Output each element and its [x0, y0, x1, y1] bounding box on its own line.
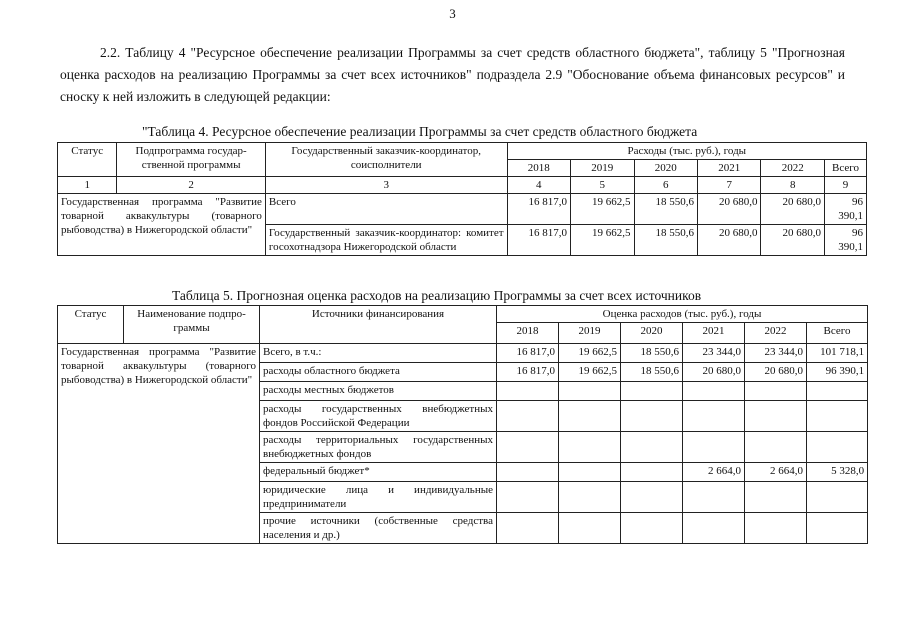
t5-row-label: расходы государственных внебюджетных фондов Российской Федерации: [260, 401, 497, 432]
table5-caption: Таблица 5. Прогнозная оценка расходов на реализацию Программы за счет всех источников: [172, 288, 702, 303]
t5-cell: 2 664,0: [745, 463, 807, 482]
t5-cell: [683, 401, 745, 432]
t5-cell: [807, 432, 868, 463]
t5-cell: [745, 401, 807, 432]
t5-cell: [497, 432, 559, 463]
t5-cell: [621, 463, 683, 482]
t5-cell: [497, 382, 559, 401]
t4-cell: 18 550,6: [634, 225, 697, 256]
t4-col-number: 4: [507, 177, 570, 194]
t5-cell: [683, 382, 745, 401]
t4-col-number: 1: [58, 177, 117, 194]
t5-cell: 23 344,0: [683, 344, 745, 363]
t5-cell: [745, 382, 807, 401]
t5-cell: 23 344,0: [745, 344, 807, 363]
t4-header-expenses: Расходы (тыс. руб.), годы: [507, 143, 866, 160]
t4-cell: 16 817,0: [507, 225, 570, 256]
t5-cell: 16 817,0: [497, 344, 559, 363]
t4-col-number: 3: [265, 177, 507, 194]
t5-cell: 18 550,6: [621, 344, 683, 363]
t5-cell: [683, 432, 745, 463]
t5-cell: [807, 401, 868, 432]
t4-row-label: Всего: [265, 194, 507, 225]
t5-cell: [621, 482, 683, 513]
t5-year: 2021: [683, 323, 745, 344]
t4-header-subprogram: Подпрограмма государ-ственной программы: [117, 143, 265, 177]
t5-row-label: федеральный бюджет*: [260, 463, 497, 482]
t5-row-label: Всего, в т.ч.:: [260, 344, 497, 363]
t4-program-name: Государственная программа "Развитие товарной аквакультуры (товарного рыбоводства) в Нижегородской области": [58, 194, 266, 256]
t4-cell: 19 662,5: [571, 225, 634, 256]
t5-cell: 19 662,5: [559, 363, 621, 382]
table-row: [58, 344, 868, 363]
t5-header-sources: Источники финансирования: [260, 306, 497, 344]
t5-year-total: Всего: [807, 323, 868, 344]
intro-text: 2.2. Таблицу 4 "Ресурсное обеспечение реализации Программы за счет средств областного бюджета", таблицу 5 "Прогнозная оценка расходов на реализацию Программы за счет всех источников" подраздела 2.9 "Обоснование объема финансовых ресурсов" и сноску к ней изложить в следующей редакции:: [60, 45, 845, 104]
t4-col-number: 6: [634, 177, 697, 194]
t4-header-status: Статус: [58, 143, 117, 177]
t5-program-name: Государственная программа "Развитие товарной аквакультуры (товарного рыбоводства) в Нижегородской области": [58, 344, 260, 544]
t5-cell: 5 328,0: [807, 463, 868, 482]
t5-row-label: расходы областного бюджета: [260, 363, 497, 382]
t5-cell: [497, 401, 559, 432]
table4: [57, 142, 867, 256]
t4-col-number: 5: [571, 177, 634, 194]
t5-cell: [497, 513, 559, 544]
t5-cell: [807, 482, 868, 513]
t4-header-customer: Государственный заказчик-координатор, соисполнители: [265, 143, 507, 177]
t5-cell: [745, 482, 807, 513]
t5-row-label: прочие источники (собственные средства населения и др.): [260, 513, 497, 544]
t5-cell: [745, 432, 807, 463]
page-number: 3: [449, 6, 456, 21]
t4-year: 2018: [507, 160, 570, 177]
t4-year: 2022: [761, 160, 824, 177]
t5-header-status: Статус: [58, 306, 124, 344]
t5-cell: [559, 401, 621, 432]
t5-cell: [559, 482, 621, 513]
t5-cell: [621, 513, 683, 544]
t5-cell: 16 817,0: [497, 363, 559, 382]
t5-row-label: юридические лица и индивидуальные предприниматели: [260, 482, 497, 513]
t5-cell: [621, 401, 683, 432]
t5-cell: 18 550,6: [621, 363, 683, 382]
t4-cell: 20 680,0: [698, 194, 761, 225]
t5-year: 2019: [559, 323, 621, 344]
t5-cell: [559, 463, 621, 482]
t5-cell: [683, 482, 745, 513]
t5-cell: 20 680,0: [683, 363, 745, 382]
t5-cell: [807, 513, 868, 544]
t4-cell: 20 680,0: [698, 225, 761, 256]
t5-header-subprogram: Наименование подпро-граммы: [124, 306, 260, 344]
t5-cell: [559, 513, 621, 544]
table-row: [58, 194, 867, 225]
t4-year-total: Всего: [824, 160, 866, 177]
t4-cell: 96 390,1: [824, 194, 866, 225]
t5-cell: [621, 432, 683, 463]
t4-year: 2021: [698, 160, 761, 177]
t5-cell: [559, 432, 621, 463]
t5-row-label: расходы местных бюджетов: [260, 382, 497, 401]
t5-cell: [497, 463, 559, 482]
t5-cell: [559, 382, 621, 401]
t4-col-number: 2: [117, 177, 265, 194]
t4-year: 2019: [571, 160, 634, 177]
t4-cell: 96 390,1: [824, 225, 866, 256]
t4-cell: 20 680,0: [761, 194, 824, 225]
t4-cell: 19 662,5: [571, 194, 634, 225]
t5-cell: 20 680,0: [745, 363, 807, 382]
t4-cell: 20 680,0: [761, 225, 824, 256]
t5-header-estimate: Оценка расходов (тыс. руб.), годы: [497, 306, 868, 323]
t5-cell: [745, 513, 807, 544]
t4-col-number: 8: [761, 177, 824, 194]
t4-year: 2020: [634, 160, 697, 177]
t4-row-label: Государственный заказчик-координатор: комитет госохотнадзора Нижегородской области: [265, 225, 507, 256]
t5-year: 2020: [621, 323, 683, 344]
t5-cell: [497, 482, 559, 513]
table4-caption: "Таблица 4. Ресурсное обеспечение реализации Программы за счет средств областного бюджета: [142, 124, 698, 139]
t4-col-number: 7: [698, 177, 761, 194]
t5-year: 2022: [745, 323, 807, 344]
t5-row-label: расходы территориальных государственных внебюджетных фондов: [260, 432, 497, 463]
t5-cell: [683, 513, 745, 544]
t4-col-number: 9: [824, 177, 866, 194]
t5-cell: [621, 382, 683, 401]
t4-cell: 16 817,0: [507, 194, 570, 225]
table5: [57, 305, 868, 544]
t5-cell: 2 664,0: [683, 463, 745, 482]
t5-cell: 19 662,5: [559, 344, 621, 363]
t5-cell: [807, 382, 868, 401]
intro-paragraph: [60, 42, 845, 108]
t5-cell: 96 390,1: [807, 363, 868, 382]
t4-cell: 18 550,6: [634, 194, 697, 225]
t5-cell: 101 718,1: [807, 344, 868, 363]
t5-year: 2018: [497, 323, 559, 344]
